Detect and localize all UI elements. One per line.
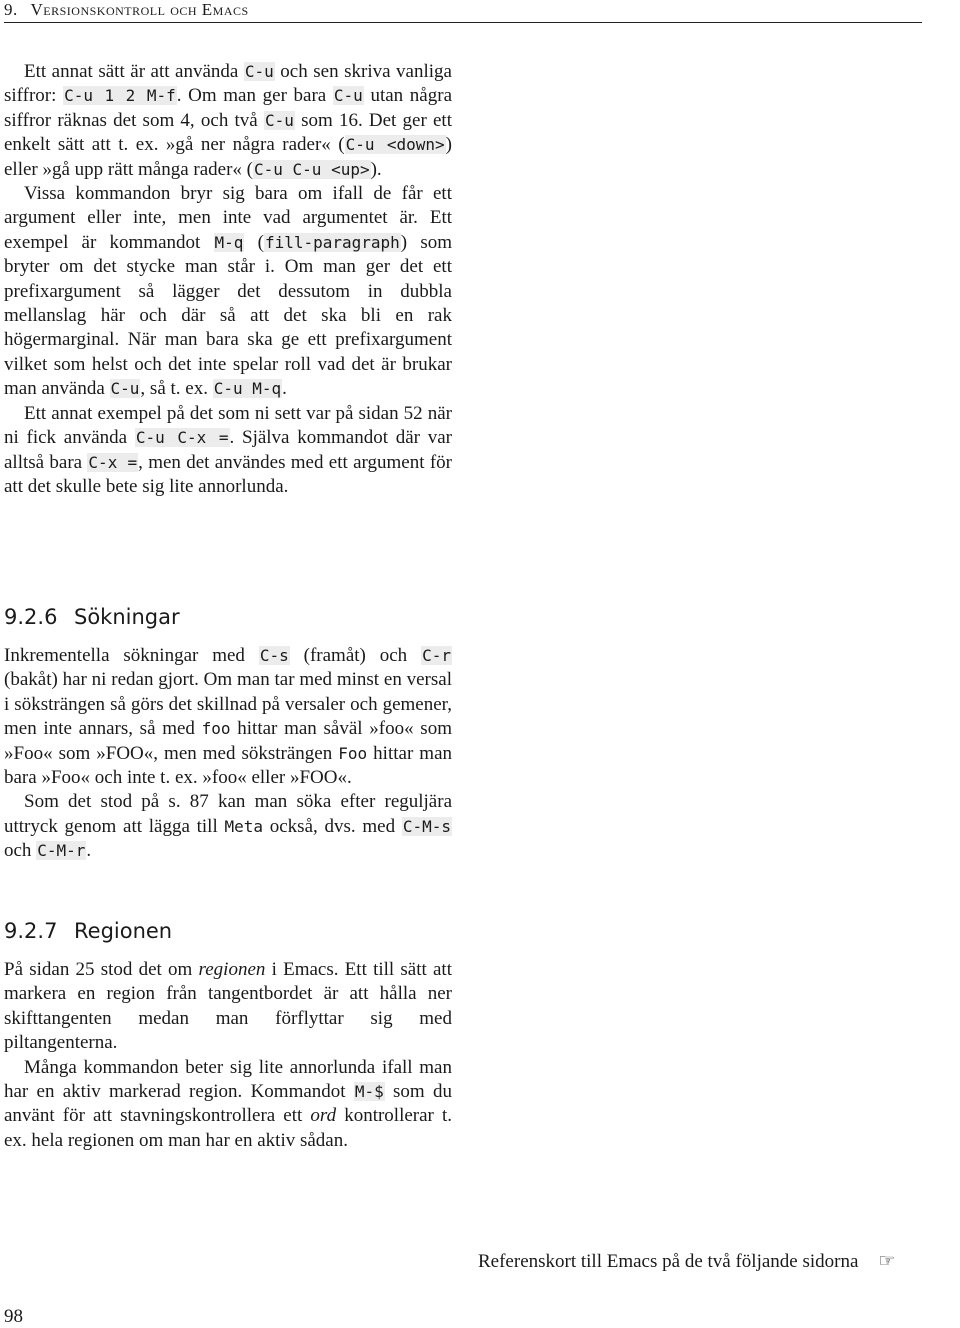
chapter-title: Versionskontroll och Emacs [30,0,249,19]
section-body-sokningar [4,644,452,864]
chapter-number: 9. [4,0,18,19]
page-number: 98 [4,1306,23,1327]
section-heading-sokningar [4,604,180,630]
paragraph: På sidan 25 stod det om regionen i Emacs. Ett till sätt att markera en region från tangentbordet är att hålla ner skifttangenten medan man förflyttar sig med piltangenterna. [4,959,452,1054]
paragraph: Ett annat sätt är att använda C-u och sen skriva vanliga siffror: C-u 1 2 M-f. Om man ger bara C-u utan några siffror räknas det som 4, och två C-u som 16. Det ger ett enkelt sätt att t. ex. »gå ner några rader« (C-u <down>) eller »gå upp rätt många rader« (C-u C-u <up>). [4,61,452,180]
section-number: 9.2.7 [4,919,58,943]
paragraph: Som det stod på s. 87 kan man söka efter reguljära uttryck genom att lägga till Meta också, dvs. med C-M-s och C-M-r. [4,791,452,862]
paragraph: Vissa kommandon bryr sig bara om ifall de får ett argument eller inte, men inte vad argumentet är. Ett exempel är kommandot M-q (fill-paragraph) som bryter om det stycke man står i. Om man ger det ett prefixargument så lägger det dessutom in dubbla mellanslag här och där så att det ska bli en rak högermarginal. När man bara ska ge ett prefixargument vilket som helst och det inte spelar roll vad det är brukar man använda C-u, så t. ex. C-u M-q. [4,183,452,400]
paragraph: Ett annat exempel på det som ni sett var på sidan 52 när ni fick använda C-u C-x =. Själva kommandot där var alltså bara C-x =, men det användes med ett argument för att det skulle bete sig lite annorlunda. [4,402,452,497]
paragraph: Många kommandon beter sig lite annorlunda ifall man har en aktiv markerad region. Kommandot M-$ som du använt för att stavningskontrollera ett ord kontrollerar t. ex. hela regionen om man har en aktiv sådan. [4,1056,452,1151]
section-body-regionen [4,958,452,1153]
section-number: 9.2.6 [4,605,58,629]
section-title: Regionen [74,919,173,943]
pointing-hand-icon: ☞ [878,1251,896,1272]
running-header [4,0,922,23]
paragraph: Inkrementella sökningar med C-s (framåt) och C-r (bakåt) har ni redan gjort. Om man tar med minst en versal i söksträngen så görs det skillnad på versaler och gemener, men inte annars, så med foo hittar man såväl »foo« som »Foo« som »FOO«, men med söksträngen Foo hittar man bara »Foo« och inte t. ex. »foo« eller »FOO«. [4,645,453,789]
reference-text: Referenskort till Emacs på de två följande sidorna [478,1251,859,1272]
section-heading-regionen [4,918,172,944]
reference-card-note [478,1250,895,1273]
section-title: Sökningar [74,605,180,629]
intro-text [4,60,452,499]
